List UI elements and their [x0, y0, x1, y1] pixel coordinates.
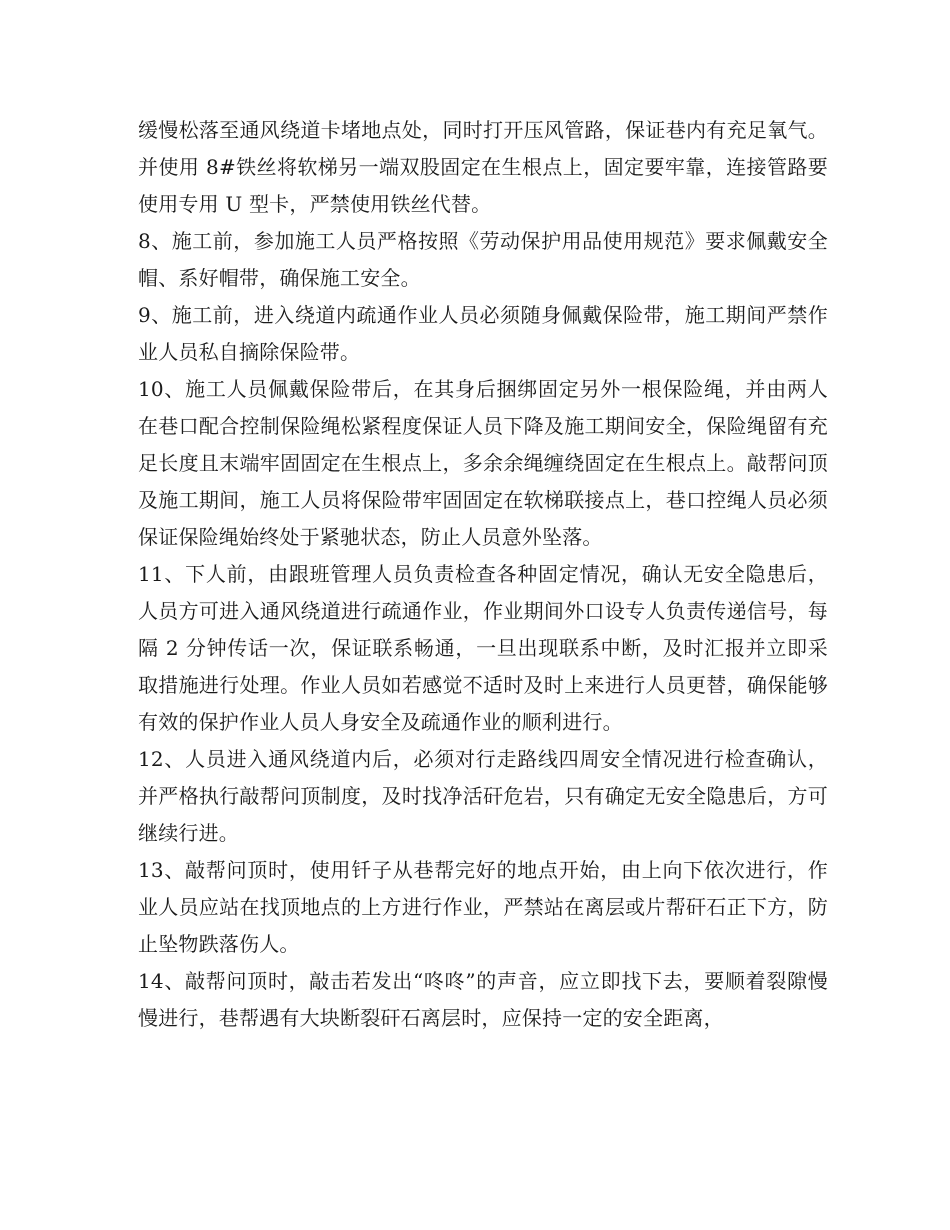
- paragraph-item-9: 9、施工前，进入绕道内疏通作业人员必须随身佩戴保险带，施工期间严禁作业人员私自摘除保险带。: [138, 303, 828, 364]
- paragraph-continuation: 缓慢松落至通风绕道卡堵地点处，同时打开压风管路，保证巷内有充足氧气。并使用 8#铁丝将软梯另一端双股固定在生根点上，固定要牢靠，连接管路要使用专用 U 型卡，严禁使用铁丝代替。: [138, 118, 828, 216]
- paragraph-item-13: 13、敲帮问顶时，使用钎子从巷帮完好的地点开始，由上向下依次进行，作业人员应站在找顶地点的上方进行作业，严禁站在离层或片帮矸石正下方，防止坠物跌落伤人。: [138, 858, 828, 956]
- document-body: [138, 112, 828, 1037]
- paragraph-item-8: 8、施工前，参加施工人员严格按照《劳动保护用品使用规范》要求佩戴安全帽、系好帽带，确保施工安全。: [138, 229, 828, 290]
- paragraph-item-12: 12、人员进入通风绕道内后，必须对行走路线四周安全情况进行检查确认，并严格执行敲帮问顶制度，及时找净活矸危岩，只有确定无安全隐患后，方可继续行进。: [138, 747, 828, 845]
- paragraph-item-14: 14、敲帮问顶时，敲击若发出“咚咚”的声音，应立即找下去，要顺着裂隙慢慢进行，巷帮遇有大块断裂矸石离层时，应保持一定的安全距离，: [138, 969, 828, 1030]
- paragraph-item-10: 10、施工人员佩戴保险带后，在其身后捆绑固定另外一根保险绳，并由两人在巷口配合控制保险绳松紧程度保证人员下降及施工期间安全，保险绳留有充足长度且末端牢固固定在生根点上，多余余绳缠绕固定在生根点上。敲帮问顶及施工期间，施工人员将保险带牢固固定在软梯联接点上，巷口控绳人员必须保证保险绳始终处于紧驰状态，防止人员意外坠落。: [138, 377, 828, 549]
- paragraph-item-11: 11、下人前，由跟班管理人员负责检查各种固定情况，确认无安全隐患后，人员方可进入通风绕道进行疏通作业，作业期间外口设专人负责传递信号，每隔 2 分钟传话一次，保证联系畅通，一旦出现联系中断，及时汇报并立即采取措施进行处理。作业人员如若感觉不适时及时上来进行人员更替，确保能够有效的保护作业人员人身安全及疏通作业的顺利进行。: [138, 562, 828, 734]
